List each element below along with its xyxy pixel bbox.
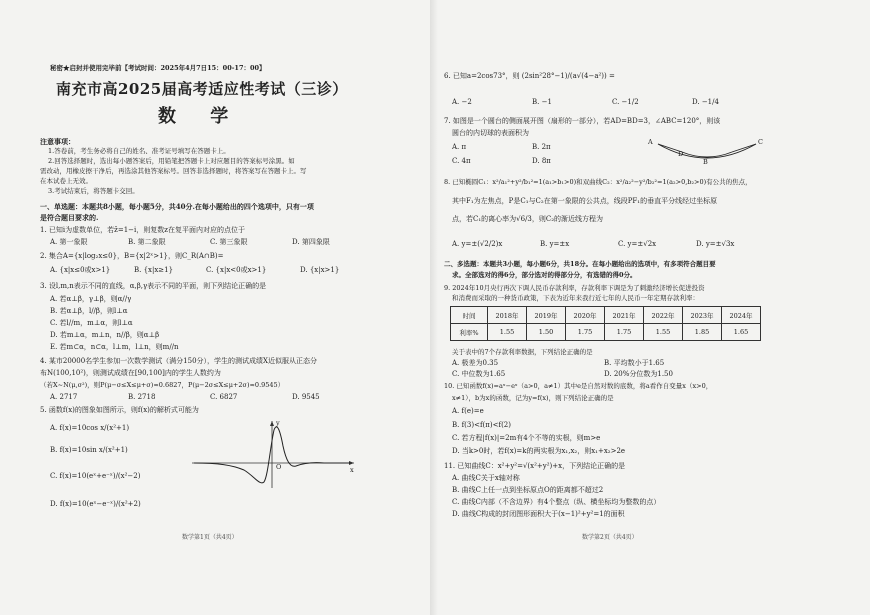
confidential-header: 秘密★启封并使用完毕前【考试时间：2025年4月7日15：00-17：00】 [50, 64, 266, 72]
table-cell: 1.55 [644, 324, 683, 341]
section-1-heading-cont: 是符合题目要求的. [40, 213, 99, 222]
q8-option-a: A. y=±(√2/2)x [452, 240, 503, 248]
question-9-prompt: 关于表中的7个存款利率数据，下列结论正确的是 [452, 348, 593, 356]
notice-heading: 注意事项： [40, 137, 75, 146]
question-4-cont: 布N(100,10²)，则测试成绩在[90,100]内的学生人数约为 [40, 369, 221, 377]
notice-line: 需改动，用橡皮擦干净后，再选涂其他答案标号。回答非选择题时，将答案写在答题卡上。写 [40, 167, 307, 175]
table-header-row [451, 307, 761, 324]
q2-option-c: C. {x|x<0或x>1} [206, 266, 267, 274]
table-cell: 2022年 [644, 307, 683, 324]
question-8-cont2: 点，若C₁的离心率为√6/3，则C₂的渐近线方程为 [452, 215, 604, 223]
q11-option-b: B. 曲线C上任一点到坐标原点O的距离都不超过2 [452, 486, 604, 494]
q10-option-c: C. 若方程|f(x)|=2m有4个不等的实根，则m>e [452, 434, 601, 442]
q9-option-c: C. 中位数为1.65 [452, 370, 506, 378]
q3-option-d: D. 若m⊥α，m⊥n，n//β，则α⊥β [50, 331, 160, 339]
question-7: 7. 如图是一个圆台的侧面展开图（扇形的一部分），若AD=BD=3，∠ABC=120°，则该 [444, 117, 721, 125]
table-cell: 2018年 [488, 307, 527, 324]
question-10: 10. 已知函数f(x)=aˣ−eˣ（a>0，a≠1）其中e是自然对数的底数，将a看作自变量x（x>0， [444, 382, 713, 390]
q11-option-c: C. 曲线C内部（不含边界）有4个整点（纵、横坐标均为整数的点） [452, 498, 661, 506]
q1-option-c: C. 第三象限 [210, 238, 248, 246]
table-cell: 2019年 [527, 307, 566, 324]
page-2 [440, 0, 865, 615]
question-3: 3. 设l,m,n表示不同的直线，α,β,γ表示不同的平面，则下列结论正确的是 [40, 282, 267, 290]
q6-option-d: D. −1/4 [692, 98, 719, 106]
q2-option-d: D. {x|x>1} [300, 266, 340, 274]
fig-label-a: A [648, 138, 653, 146]
table-cell: 1.65 [722, 324, 761, 341]
table-cell: 2020年 [566, 307, 605, 324]
q5-option-c: C. f(x)=10(eˣ+e⁻ˣ)/(x²−2) [50, 472, 141, 480]
notice-line: 3.考试结束后，将答题卡交回。 [48, 187, 139, 195]
q7-option-a: A. π [452, 143, 467, 151]
q4-option-d: D. 9545 [292, 393, 320, 401]
q8-option-c: C. y=±√2x [618, 240, 657, 248]
q1-option-a: A. 第一象限 [50, 238, 88, 246]
q1-option-d: D. 第四象限 [292, 238, 330, 246]
q9-option-a: A. 极差为0.35 [452, 359, 499, 367]
question-11: 11. 已知曲线C：x²+y²=√(x²+y²)+x，下列结论正确的是 [444, 462, 626, 470]
interest-rate-table [450, 306, 761, 341]
question-9: 9. 2024年10月央行再次下调人民币存款利率，存款利率下调是为了刺激经济增长促进投资 [444, 284, 705, 292]
q3-option-a: A. 若α⊥β，γ⊥β，则α//γ [50, 295, 132, 303]
q2-option-b: B. {x|x≥1} [134, 266, 174, 274]
q8-option-b: B. y=±x [540, 240, 570, 248]
q7-option-c: C. 4π [452, 157, 471, 165]
table-cell: 1.55 [488, 324, 527, 341]
q5-option-b: B. f(x)=10sin x/(x²+1) [50, 446, 128, 454]
table-row [451, 324, 761, 341]
question-8: 8. 已知椭圆C₁：x²/a₁²+y²/b₁²=1(a₁>b₁>0)和双曲线C₂：x²/a₂²−y²/b₂²=1(a₂>0,b₂>0)有公共的焦点， [444, 178, 752, 186]
q11-option-d: D. 曲线C构成的封闭图形面积大于(x−1)²+y²=1的面积 [452, 510, 625, 518]
q6-option-b: B. −1 [532, 98, 552, 106]
question-4-note: （若X~N(μ,σ²)，则P(μ−σ≤X≤μ+σ)≈0.6827，P(μ−2σ≤X≤μ+2σ)≈0.9545） [40, 381, 285, 389]
page-footer: 数学第2页（共4页） [582, 534, 638, 541]
graph-origin-label: O [276, 463, 282, 471]
q1-option-b: B. 第二象限 [128, 238, 166, 246]
table-cell: 1.50 [527, 324, 566, 341]
table-cell: 利率% [451, 324, 488, 341]
notice-line: 2.回答选择题时，选出每小题答案后，用铅笔把答题卡上对应题目的答案标号涂黑。如 [48, 157, 295, 165]
fig-label-c: C [758, 138, 763, 146]
section-2-heading-cont: 求。全部选对的得6分，部分选对的得部分分，有选错的得0分。 [452, 271, 637, 279]
q9-option-b: B. 平均数小于1.65 [604, 359, 665, 367]
q3-option-e: E. 若m⊂α，n⊂α，l⊥m，l⊥n，则m//n [50, 343, 179, 351]
graph-y-label: y [276, 419, 280, 427]
function-graph [188, 418, 358, 490]
q2-option-a: A. {x|x≤0或x>1} [50, 266, 111, 274]
exam-title: 南充市高2025届高考适应性考试（三诊） [56, 80, 348, 98]
page-divider [430, 0, 438, 615]
question-8-cont: 其中F₁为左焦点，P是C₁与C₂在第一象限的公共点，线段PF₁的垂直平分线经过坐标原 [452, 197, 718, 205]
q8-option-d: D. y=±√3x [696, 240, 735, 248]
question-7-cont: 圆台的内切球的表面积为 [452, 129, 529, 137]
table-cell: 1.85 [683, 324, 722, 341]
notice-line: 1.答卷前，考生务必将自己的姓名、准考证号填写在答题卡上。 [48, 147, 230, 155]
section-2-heading: 二、多选题：本题共3小题，每小题6分，共18分。在每小题给出的选项中，有多项符合题目要 [444, 260, 716, 268]
q11-option-a: A. 曲线C关于x轴对称 [452, 474, 520, 482]
q6-option-c: C. −1/2 [612, 98, 639, 106]
q10-option-a: A. f(e)=e [452, 407, 484, 415]
page-footer: 数学第1页（共4页） [182, 534, 238, 541]
question-2: 2. 集合A={x|log₂x≤0}，B={x|2ˣ>1}，则C_R(A∩B)= [40, 252, 224, 260]
q7-option-d: D. 8π [532, 157, 551, 165]
question-4: 4. 某市20000名学生参加一次数学测试（满分150分），学生的测试成绩X近似服从正态分 [40, 357, 318, 365]
q3-option-c: C. 若l//m，m⊥α，则l⊥α [50, 319, 133, 327]
question-1: 1. 已知i为虚数单位，若z̄=1−i，则复数z在复平面内对应的点位于 [40, 226, 245, 234]
q7-option-b: B. 2π [532, 143, 551, 151]
q5-option-d: D. f(x)=10(eˣ−e⁻ˣ)/(x²+2) [50, 500, 141, 508]
q10-option-d: D. 当k>0时，若f(x)=k的两实根为x₁,x₂，则x₁+x₂>2e [452, 447, 626, 455]
graph-x-label: x [350, 466, 354, 474]
page-1 [10, 0, 435, 615]
q4-option-a: A. 2717 [50, 393, 78, 401]
table-cell: 2021年 [605, 307, 644, 324]
section-1-heading: 一、单选题：本题共8小题，每小题5分，共40分.在每小题给出的四个选项中，只有一项 [40, 202, 314, 211]
q3-option-b: B. 若α⊥β，l//β，则l⊥α [50, 307, 128, 315]
outer-arc [658, 144, 756, 158]
question-6: 6. 已知a=2cos73°，则 (2sin²28°−1)/(a√(4−a²)) = [444, 72, 615, 80]
q10-option-b: B. f(3)<f(π)<f(2) [452, 421, 511, 429]
q4-option-c: C. 6827 [210, 393, 238, 401]
question-9-cont: 和消费而采取的一种货币政策，下表为近年来我行近七年的人民币一年定期存款利率： [452, 294, 699, 302]
fig-label-d: D [678, 150, 684, 158]
q5-option-a: A. f(x)=10cos x/(x²+1) [50, 424, 130, 432]
q9-option-d: D. 20%分位数为1.50 [604, 370, 673, 378]
table-cell: 2024年 [722, 307, 761, 324]
table-cell: 时间 [451, 307, 488, 324]
subject-title: 数 学 [158, 106, 243, 127]
question-5: 5. 函数f(x)的图象如图所示，则f(x)的解析式可能为 [40, 406, 199, 414]
table-cell: 1.75 [566, 324, 605, 341]
fig-label-b: B [703, 158, 708, 166]
notice-line: 在本试卷上无效。 [40, 177, 92, 185]
edge-right [732, 144, 756, 152]
q4-option-b: B. 2718 [128, 393, 156, 401]
graph-y-arrow [270, 421, 274, 426]
table-cell: 2023年 [683, 307, 722, 324]
table-cell: 1.75 [605, 324, 644, 341]
question-10-cont: x≠1），b为x的函数，记为y=f(x)，则下列结论正确的是 [452, 394, 614, 402]
q6-option-a: A. −2 [452, 98, 472, 106]
